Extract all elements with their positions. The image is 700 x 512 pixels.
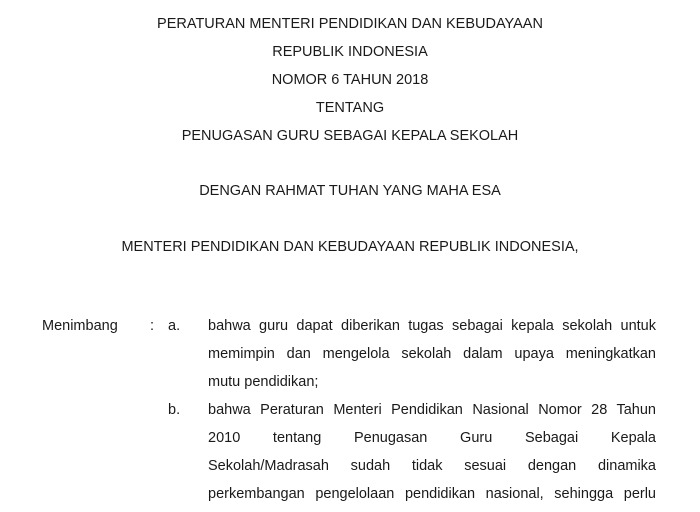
considering-colon: : (150, 318, 155, 334)
item-b-line-1: bahwa Peraturan Menteri Pendidikan Nasional Nomor 28 Tahun (208, 402, 656, 418)
item-a-line-1: bahwa guru dapat diberikan tugas sebagai kepala sekolah untuk (208, 318, 656, 334)
item-letter-b: b. (168, 402, 181, 418)
header-line-republic: REPUBLIK INDONESIA (272, 44, 428, 60)
item-a-line-2: memimpin dan mengelola sekolah dalam upaya meningkatkan (208, 346, 656, 362)
header-line-subject: PENUGASAN GURU SEBAGAI KEPALA SEKOLAH (181, 128, 519, 144)
header-line-number: NOMOR 6 TAHUN 2018 (271, 72, 429, 88)
item-a-line-3: mutu pendidikan; (208, 374, 319, 390)
item-b-line-2: 2010 tentang Penugasan Guru Sebagai Kepala (208, 430, 656, 446)
minister-line: MENTERI PENDIDIKAN DAN KEBUDAYAAN REPUBLIK INDONESIA, (121, 239, 579, 255)
blessing-line: DENGAN RAHMAT TUHAN YANG MAHA ESA (199, 183, 501, 199)
item-b-line-4: perkembangan pengelolaan pendidikan nasional, sehingga perlu (208, 486, 656, 502)
header-line-about: TENTANG (315, 100, 385, 116)
item-letter-a: a. (168, 318, 181, 334)
header-line-regulation: PERATURAN MENTERI PENDIDIKAN DAN KEBUDAYAAN (157, 16, 543, 32)
considering-label: Menimbang (42, 318, 118, 334)
item-b-line-3: Sekolah/Madrasah sudah tidak sesuai dengan dinamika (208, 458, 656, 474)
